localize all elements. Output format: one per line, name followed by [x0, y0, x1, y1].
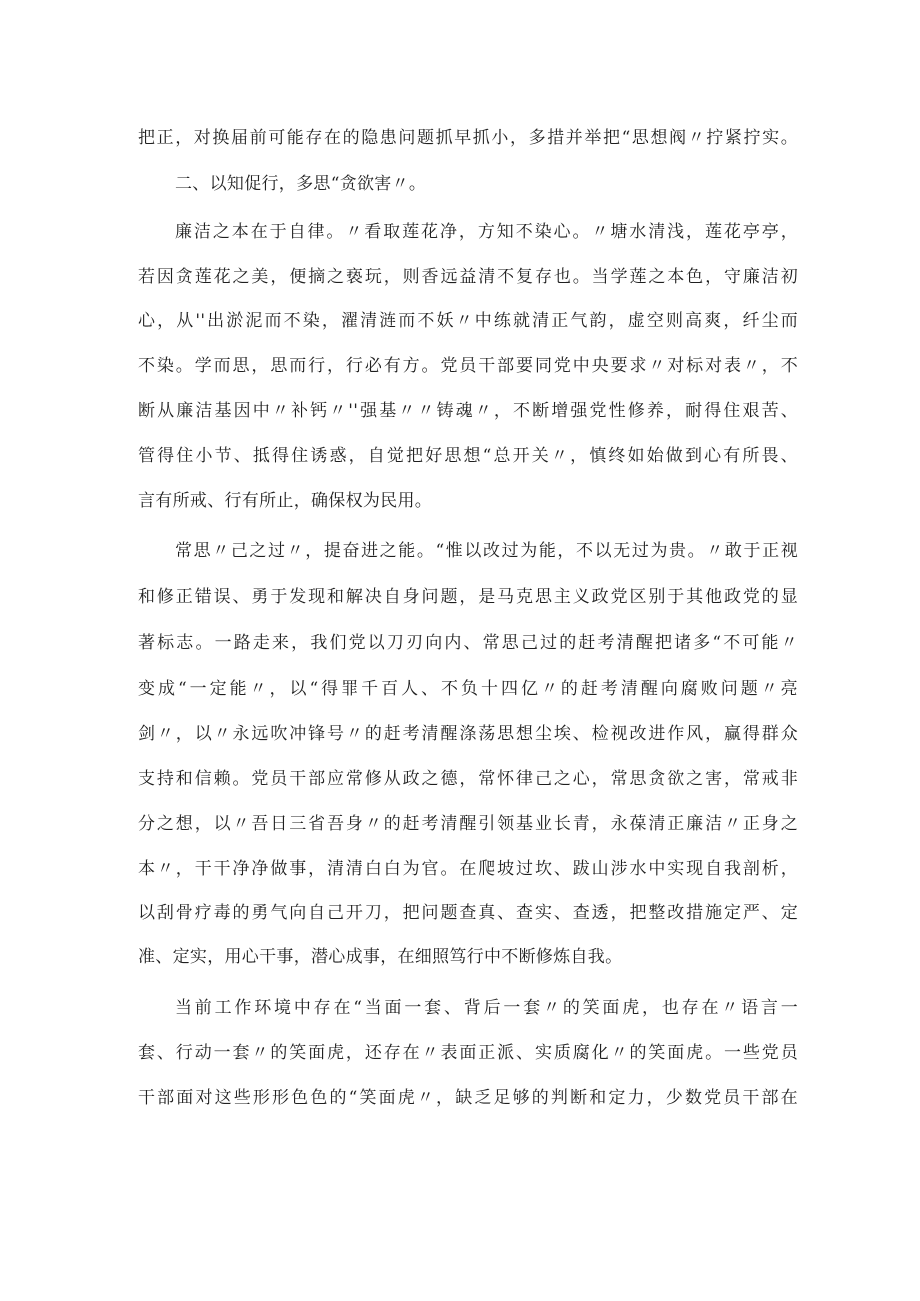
text-line: 和修正错误、勇于发现和解决自身问题，是马克思主义政党区别于其他政党的显 — [138, 587, 798, 607]
text-line: 当前工作环境中存在“当面一套、背后一套〃的笑面虎，也存在〃语言一 — [175, 998, 798, 1018]
section-heading: 二、以知促行，多思“贪欲害〃。 — [175, 174, 427, 194]
text-line: 准、定实，用心干事，潜心成事，在细照笃行中不断修炼自我。 — [138, 947, 623, 967]
text-line: 廉洁之本在于自律。〃看取莲花净，方知不染心。〃塘水清浅，莲花亭亭， — [175, 222, 798, 242]
text-line: 不染。学而思，思而行，行必有方。党员干部要同党中央要求〃对标对表〃，不 — [138, 356, 798, 376]
text-line: 支持和信赖。党员干部应常修从政之德，常怀律己之心，常思贪欲之害，常戒非 — [138, 769, 798, 789]
text-line: 套、行动一套〃的笑面虎，还存在〃表面正派、实质腐化〃的笑面虎。一些党员 — [138, 1043, 798, 1063]
text-line: 剑〃，以〃永远吹冲锋号〃的赶考清醒涤荡思想尘埃、检视改进作风，赢得群众 — [138, 724, 798, 744]
text-line: 著标志。一路走来，我们党以刀刃向内、常思己过的赶考清醒把诸多“不可能〃 — [138, 633, 798, 653]
text-line: 管得住小节、抵得住诱惑，自觉把好思想“总开关〃，慎终如始做到心有所畏、 — [138, 446, 798, 466]
text-line: 以刮骨疗毒的勇气向自己开刀，把问题查真、查实、查透，把整改措施定严、定 — [138, 903, 798, 923]
text-line: 心，从''出淤泥而不染，濯清涟而不妖〃中练就清正气韵，虚空则高爽，纤尘而 — [138, 311, 798, 331]
text-line: 变成“一定能〃，以“得罪千百人、不负十四亿〃的赶考清醒向腐败问题〃亮 — [138, 679, 798, 699]
text-line: 把正，对换届前可能存在的隐患问题抓早抓小，多措并举把“思想阀〃拧紧拧实。 — [138, 128, 798, 148]
text-line: 干部面对这些形形色色的“笑面虎〃，缺乏足够的判断和定力，少数党员干部在 — [138, 1088, 798, 1108]
text-line: 本〃，干干净净做事，清清白白为官。在爬坡过坎、跋山涉水中实现自我剖析， — [138, 859, 798, 879]
text-line: 断从廉洁基因中〃补钙〃''强基〃〃铸魂〃，不断增强党性修养，耐得住艰苦、 — [138, 401, 798, 421]
text-line: 若因贪莲花之美，便摘之亵玩，则香远益清不复存也。当学莲之本色，守廉洁初 — [138, 267, 798, 287]
text-line: 言有所戒、行有所止，确保权为民用。 — [138, 491, 433, 511]
text-line: 分之想，以〃吾日三省吾身〃的赶考清醒引领基业长青，永葆清正廉洁〃正身之 — [138, 814, 798, 834]
text-line: 常思〃己之过〃，提奋进之能。“惟以改过为能，不以无过为贵。〃敢于正视 — [175, 541, 798, 561]
